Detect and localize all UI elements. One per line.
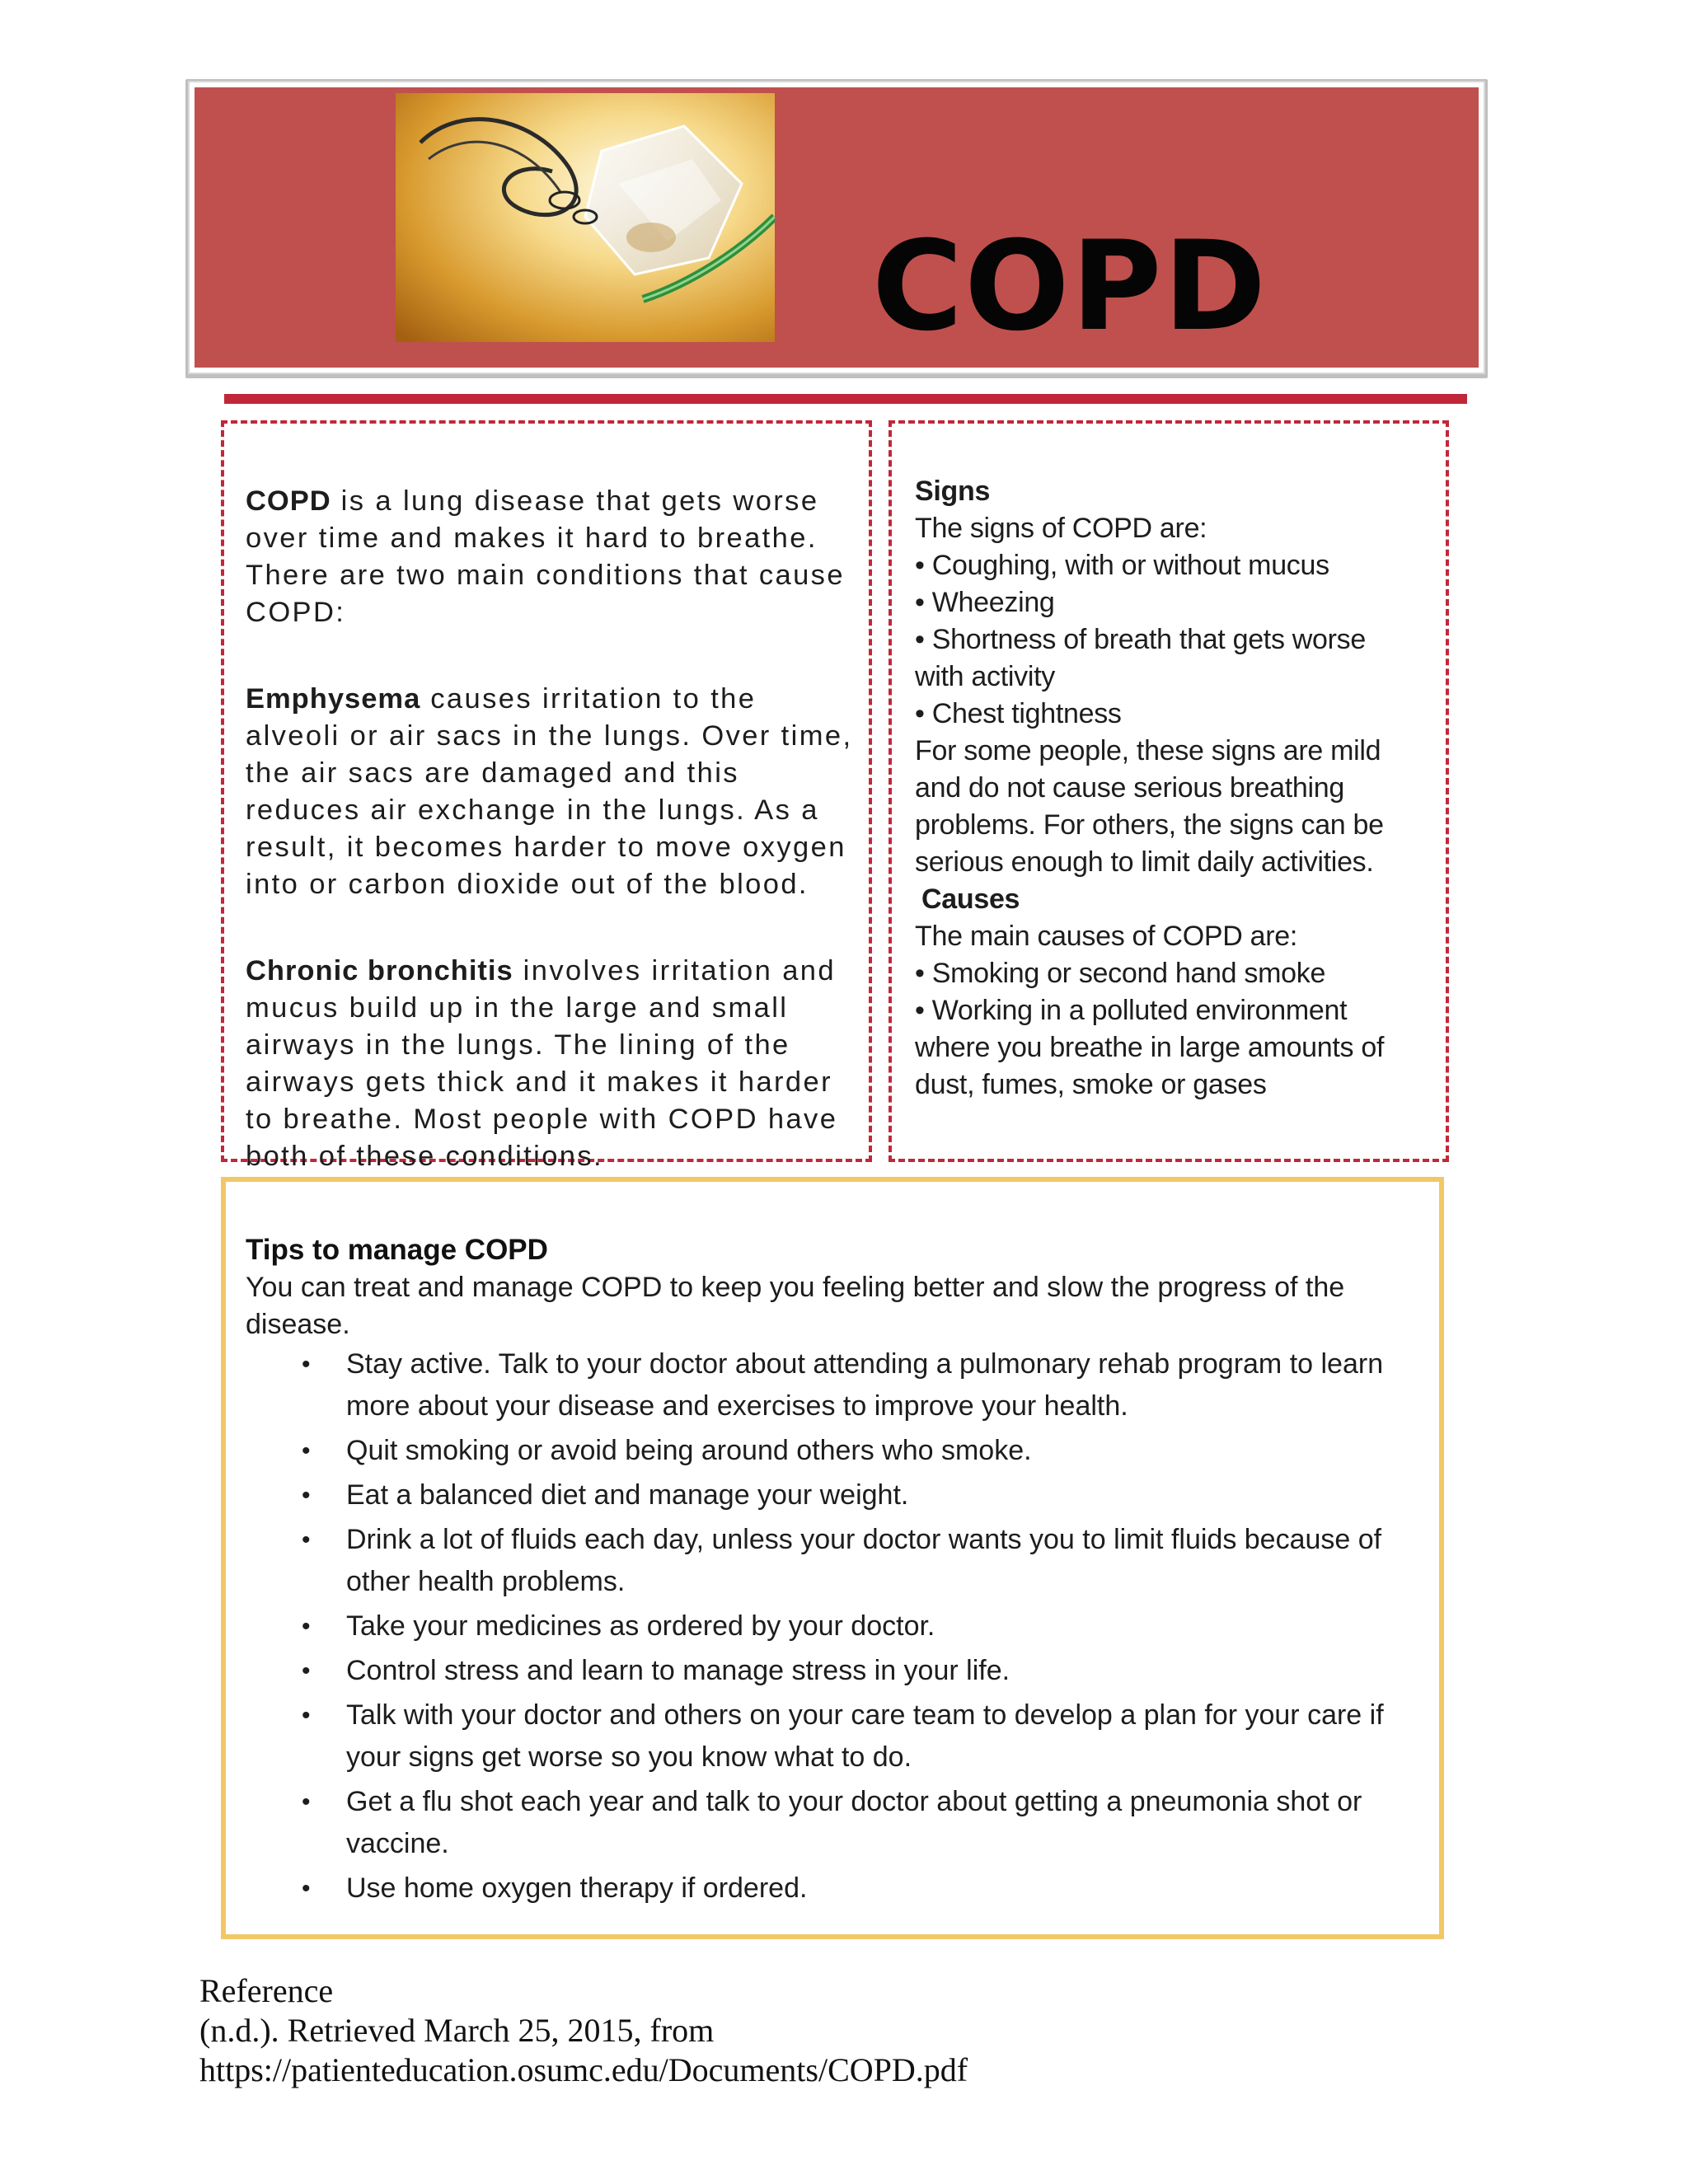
signs-item: • Chest tightness	[915, 698, 1122, 729]
bullet-icon: •	[302, 1788, 311, 1816]
tip-text: Eat a balanced diet and manage your weight.	[346, 1479, 909, 1511]
tips-list	[246, 1343, 1416, 1912]
divider-rule	[224, 394, 1467, 404]
emphysema-term: Emphysema	[246, 683, 421, 715]
signs-intro: The signs of COPD are:	[915, 513, 1207, 544]
tip-text: Talk with your doctor and others on your care team to develop a plan for your care if your signs get worse so you know what to do.	[346, 1699, 1384, 1773]
list-item	[246, 1343, 1416, 1427]
bronchitis-paragraph	[246, 953, 856, 1175]
list-item	[246, 1605, 1416, 1647]
bronchitis-term: Chronic bronchitis	[246, 955, 513, 987]
definition-text	[246, 483, 856, 1225]
tips-title: Tips to manage COPD	[246, 1234, 548, 1266]
bullet-icon: •	[302, 1702, 311, 1729]
tip-text: Quit smoking or avoid being around others who smoke.	[346, 1435, 1032, 1466]
list-item	[246, 1781, 1416, 1865]
tip-text: Drink a lot of fluids each day, unless your doctor wants you to limit fluids because of other health problems.	[346, 1524, 1382, 1597]
page-title: COPD	[872, 215, 1268, 359]
causes-heading: Causes	[921, 883, 1020, 915]
oxygen-mask-photo	[396, 93, 775, 342]
bullet-icon: •	[302, 1875, 311, 1902]
signs-note: and do not cause serious breathing	[915, 772, 1344, 804]
signs-note: For some people, these signs are mild	[915, 735, 1381, 766]
signs-note: problems. For others, the signs can be	[915, 809, 1384, 841]
tips-intro: You can treat and manage COPD to keep you feeling better and slow the progress of the disease.	[246, 1272, 1345, 1340]
list-item	[246, 1430, 1416, 1472]
signs-causes-text	[915, 473, 1426, 1104]
tip-text: Take your medicines as ordered by your doctor.	[346, 1610, 935, 1642]
tip-text: Use home oxygen therapy if ordered.	[346, 1872, 808, 1904]
copd-paragraph	[246, 483, 856, 631]
bullet-icon: •	[302, 1482, 311, 1509]
bullet-icon: •	[302, 1437, 311, 1465]
signs-heading: Signs	[915, 476, 991, 507]
causes-item: where you breathe in large amounts of	[915, 1032, 1385, 1063]
copd-text: is a lung disease that gets worse over time and makes it hard to breathe. There are two main conditions that cause COPD:	[246, 485, 845, 628]
emphysema-paragraph	[246, 681, 856, 903]
bullet-icon: •	[302, 1351, 311, 1378]
causes-item: • Smoking or second hand smoke	[915, 958, 1326, 989]
header-banner	[190, 82, 1484, 373]
list-item	[246, 1868, 1416, 1910]
signs-item: • Coughing, with or without mucus	[915, 550, 1329, 581]
bullet-icon: •	[302, 1657, 311, 1685]
bronchitis-text: involves irritation and mucus build up in the large and small airways in the lungs. The lining of the airways gets thick and it makes it harder to breathe. Most people with COPD have both of these conditions.	[246, 955, 838, 1172]
reference-line: (n.d.). Retrieved March 25, 2015, from	[199, 2012, 715, 2049]
causes-intro: The main causes of COPD are:	[915, 921, 1298, 952]
causes-item: • Working in a polluted environment	[915, 995, 1348, 1026]
list-item	[246, 1474, 1416, 1516]
bullet-icon: •	[302, 1613, 311, 1640]
reference-block	[199, 1971, 1353, 2090]
signs-item: • Wheezing	[915, 587, 1055, 618]
reference-label: Reference	[199, 1972, 334, 2009]
emphysema-text: causes irritation to the alveoli or air sacs in the lungs. Over time, the air sacs are damaged and this reduces air exchange in the lungs. As a result, it becomes harder to move oxygen into or carbon dioxide out of the blood.	[246, 683, 853, 900]
copd-term: COPD	[246, 485, 331, 517]
signs-item: with activity	[915, 661, 1055, 692]
reference-url[interactable]: https://patienteducation.osumc.edu/Documents/COPD.pdf	[199, 2051, 968, 2088]
list-item	[246, 1519, 1416, 1603]
list-item	[246, 1694, 1416, 1779]
causes-item: dust, fumes, smoke or gases	[915, 1069, 1267, 1100]
list-item	[246, 1650, 1416, 1692]
signs-note: serious enough to limit daily activities.	[915, 846, 1374, 878]
signs-item: • Shortness of breath that gets worse	[915, 624, 1366, 655]
tip-text: Stay active. Talk to your doctor about attending a pulmonary rehab program to learn more about your disease and exercises to improve your health.	[346, 1348, 1384, 1422]
bullet-icon: •	[302, 1526, 311, 1554]
tip-text: Get a flu shot each year and talk to your doctor about getting a pneumonia shot or vaccine.	[346, 1786, 1362, 1859]
tip-text: Control stress and learn to manage stress in your life.	[346, 1655, 1010, 1686]
